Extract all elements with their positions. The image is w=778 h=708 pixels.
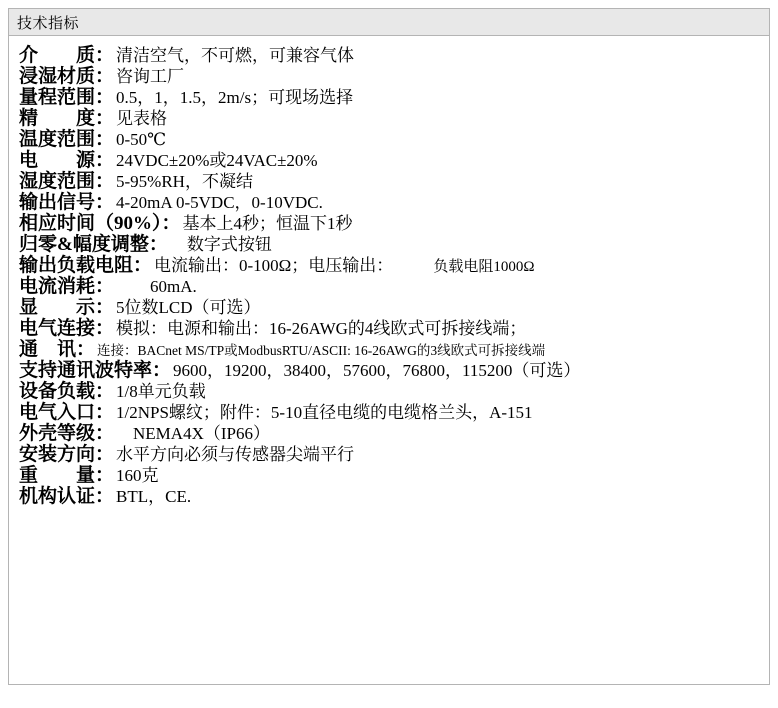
spec-row xyxy=(19,466,759,485)
spec-value: 连接：BACnet MS/TP或ModbusRTU/ASCII: 16-26AWG的3线欧式可拆接线端 xyxy=(97,343,546,358)
spec-row xyxy=(19,298,759,317)
spec-label: 湿度范围： xyxy=(19,171,115,192)
spec-row xyxy=(19,382,759,401)
spec-value: 模拟：电源和输出：16-26AWG的4线欧式可拆接线端； xyxy=(116,319,527,338)
spec-value: 水平方向必须与传感器尖端平行 xyxy=(116,445,355,464)
spec-value: 60mA. xyxy=(116,277,197,296)
spec-value: 电流输出：0-100Ω；电压输出： xyxy=(154,256,394,275)
spec-row xyxy=(19,361,759,380)
spec-label: 介 质： xyxy=(19,45,115,66)
spec-value: 4-20mA 0-5VDC，0-10VDC. xyxy=(116,193,323,212)
spec-label: 温度范围： xyxy=(19,129,115,150)
spec-value: 咨询工厂 xyxy=(116,67,185,86)
spec-row xyxy=(19,445,759,464)
spec-value: 清洁空气，不可燃，可兼容气体 xyxy=(116,46,355,65)
spec-label: 输出负载电阻： xyxy=(19,255,153,276)
spec-row xyxy=(19,109,759,128)
spec-value: BTL，CE. xyxy=(116,487,192,506)
spec-table xyxy=(8,35,770,685)
spec-row xyxy=(19,172,759,191)
spec-label: 电气连接： xyxy=(19,318,115,339)
spec-value: 9600，19200，38400，57600，76800，115200（可选） xyxy=(173,361,581,380)
spec-label: 显 示： xyxy=(19,297,115,318)
spec-value-secondary: 负载电阻1000Ω xyxy=(433,259,535,275)
spec-row xyxy=(19,88,759,107)
spec-value: 数字式按钮 xyxy=(169,235,272,254)
spec-label: 机构认证： xyxy=(19,486,115,507)
spec-value: 1/8单元负载 xyxy=(116,382,206,401)
spec-title-bar xyxy=(8,8,770,35)
page-title: 技术指标 xyxy=(17,14,80,32)
spec-row xyxy=(19,130,759,149)
spec-label: 输出信号： xyxy=(19,192,115,213)
spec-value: 5位数LCD（可选） xyxy=(116,298,261,317)
spec-row xyxy=(19,67,759,86)
spec-label: 支持通讯波特率： xyxy=(19,360,172,381)
spec-row xyxy=(19,319,759,338)
spec-sheet xyxy=(0,8,778,708)
spec-row xyxy=(19,193,759,212)
spec-label: 量程范围： xyxy=(19,87,115,108)
spec-value: 24VDC±20%或24VAC±20% xyxy=(116,151,318,170)
spec-row xyxy=(19,256,759,275)
spec-label: 归零&幅度调整： xyxy=(19,234,168,255)
spec-value: 基本上4秒；恒温下1秒 xyxy=(182,214,353,233)
spec-row xyxy=(19,424,759,443)
spec-row xyxy=(19,46,759,65)
spec-row xyxy=(19,487,759,506)
spec-value: NEMA4X（IP66） xyxy=(116,424,270,443)
spec-row xyxy=(19,151,759,170)
spec-label: 外壳等级： xyxy=(19,423,115,444)
spec-row xyxy=(19,340,759,359)
spec-label: 浸湿材质： xyxy=(19,66,115,87)
spec-label: 电流消耗： xyxy=(19,276,115,297)
spec-label: 安装方向： xyxy=(19,444,115,465)
spec-value: 0.5，1，1.5，2m/s；可现场选择 xyxy=(116,88,354,107)
spec-label: 精 度： xyxy=(19,108,115,129)
spec-label: 相应时间（90%）： xyxy=(19,213,181,234)
spec-label: 设备负载： xyxy=(19,381,115,402)
spec-row xyxy=(19,277,759,296)
spec-value: 见表格 xyxy=(116,109,168,128)
spec-label: 重 量： xyxy=(19,465,115,486)
spec-label: 电气入口： xyxy=(19,402,115,423)
spec-label: 电 源： xyxy=(19,150,115,171)
spec-row xyxy=(19,214,759,233)
spec-label: 通 讯： xyxy=(19,339,96,360)
spec-row xyxy=(19,403,759,422)
spec-value: 1/2NPS螺纹；附件：5-10直径电缆的电缆格兰头，A-151 xyxy=(116,403,533,422)
spec-value: 0-50℃ xyxy=(116,130,167,149)
spec-value: 160克 xyxy=(116,466,159,485)
spec-row xyxy=(19,235,759,254)
spec-value: 5-95%RH，不凝结 xyxy=(116,172,253,191)
